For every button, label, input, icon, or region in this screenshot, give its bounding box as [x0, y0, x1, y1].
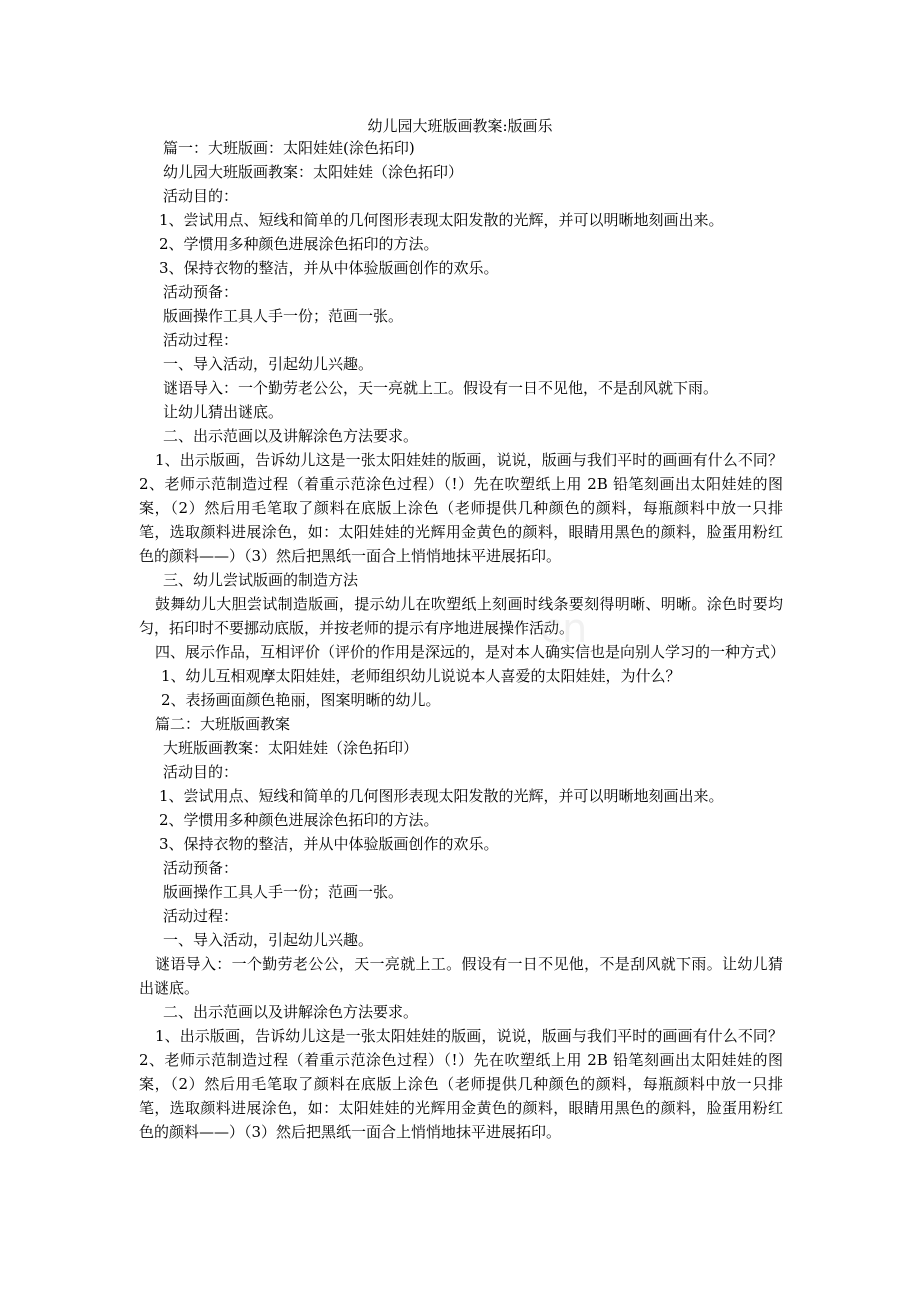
paragraph: 版画操作工具人手一份；范画一张。 [163, 307, 404, 325]
paragraph: 1、尝试用点、短线和简单的几何图形表现太阳发散的光辉，并可以明晰地刻画出来。 [159, 787, 724, 805]
paragraph: 活动过程： [163, 907, 239, 925]
paragraph: 活动目的： [163, 187, 239, 205]
paragraph: 二、出示范画以及讲解涂色方法要求。 [163, 427, 419, 445]
paragraph: 3、保持衣物的整洁，并从中体验版画创作的欢乐。 [159, 835, 499, 853]
paragraph: 三、幼儿尝试版画的制造方法 [163, 571, 359, 589]
watermark: cn [540, 606, 588, 652]
paragraph: 版画操作工具人手一份；范画一张。 [163, 883, 404, 901]
paragraph: 2、表扬画面颜色艳丽，图案明晰的幼儿。 [161, 691, 441, 709]
paragraph: 鼓舞幼儿大胆尝试制造版画，提示幼儿在吹塑纸上刻画时线条要刻得明晰、明晰。涂色时要均匀，拓印时不要挪动底版，并按老师的提示有序地进展操作活动。 [139, 595, 783, 637]
document-title: 幼儿园大班版画教案:版画乐 [367, 117, 553, 135]
paragraph: 1、出示版画，告诉幼儿这是一张太阳娃娃的版画，说说，版画与我们平时的画画有什么不同？2、老师示范制造过程（着重示范涂色过程）（!）先在吹塑纸上用 2B 铅笔刻画出太阳娃娃的图案，（2）然后用毛笔取了颜料在底版上涂色（老师提供几种颜色的颜料，每瓶颜料中放一只排笔，选取颜料进展涂色，如：太阳娃娃的光辉用金黄色的颜料，眼睛用黑色的颜料，脸蛋用粉红色的颜料——）（3）然后把黑纸一面合上悄悄地抹平进展拓印。 [139, 1027, 783, 1141]
paragraph: 1、出示版画，告诉幼儿这是一张太阳娃娃的版画，说说，版画与我们平时的画画有什么不同？2、老师示范制造过程（着重示范涂色过程）（!）先在吹塑纸上用 2B 铅笔刻画出太阳娃娃的图案，（2）然后用毛笔取了颜料在底版上涂色（老师提供几种颜色的颜料，每瓶颜料中放一只排笔，选取颜料进展涂色，如：太阳娃娃的光辉用金黄色的颜料，眼睛用黑色的颜料，脸蛋用粉红色的颜料——）（3）然后把黑纸一面合上悄悄地抹平进展拓印。 [139, 451, 783, 565]
paragraph: 1、幼儿互相观摩太阳娃娃，老师组织幼儿说说本人喜爱的太阳娃娃，为什么？ [161, 667, 681, 685]
paragraph: 2、学惯用多种颜色进展涂色拓印的方法。 [159, 811, 439, 829]
paragraph: 一、导入活动，引起幼儿兴趣。 [163, 355, 374, 373]
paragraph: 1、尝试用点、短线和简单的几何图形表现太阳发散的光辉，并可以明晰地刻画出来。 [159, 211, 724, 229]
paragraph: 幼儿园大班版画教案：太阳娃娃（涂色拓印） [163, 163, 464, 181]
paragraph: 活动预备： [163, 283, 239, 301]
section-heading: 篇一：大班版画：太阳娃娃(涂色拓印) [163, 139, 415, 157]
paragraph: 谜语导入：一个勤劳老公公，天一亮就上工。假设有一日不见他，不是刮风就下雨。让幼儿猜出谜底。 [139, 955, 783, 997]
section-heading: 篇二：大班版画教案 [155, 715, 291, 733]
paragraph: 活动过程： [163, 331, 239, 349]
paragraph: 谜语导入：一个勤劳老公公，天一亮就上工。假设有一日不见他，不是刮风就下雨。 [163, 379, 719, 397]
paragraph: 3、保持衣物的整洁，并从中体验版画创作的欢乐。 [159, 259, 499, 277]
paragraph: 一、导入活动，引起幼儿兴趣。 [163, 931, 374, 949]
paragraph: 活动预备： [163, 859, 239, 877]
paragraph: 2、学惯用多种颜色进展涂色拓印的方法。 [159, 235, 439, 253]
paragraph: 活动目的： [163, 763, 239, 781]
paragraph: 让幼儿猜出谜底。 [163, 403, 284, 421]
document-body [139, 136, 786, 1144]
paragraph: 大班版画教案：太阳娃娃（涂色拓印） [163, 739, 419, 757]
paragraph: 四、展示作品，互相评价（评价的作用是深远的，是对本人确实信也是向别人学习的一种方式） [155, 643, 786, 661]
paragraph: 二、出示范画以及讲解涂色方法要求。 [163, 1003, 419, 1021]
